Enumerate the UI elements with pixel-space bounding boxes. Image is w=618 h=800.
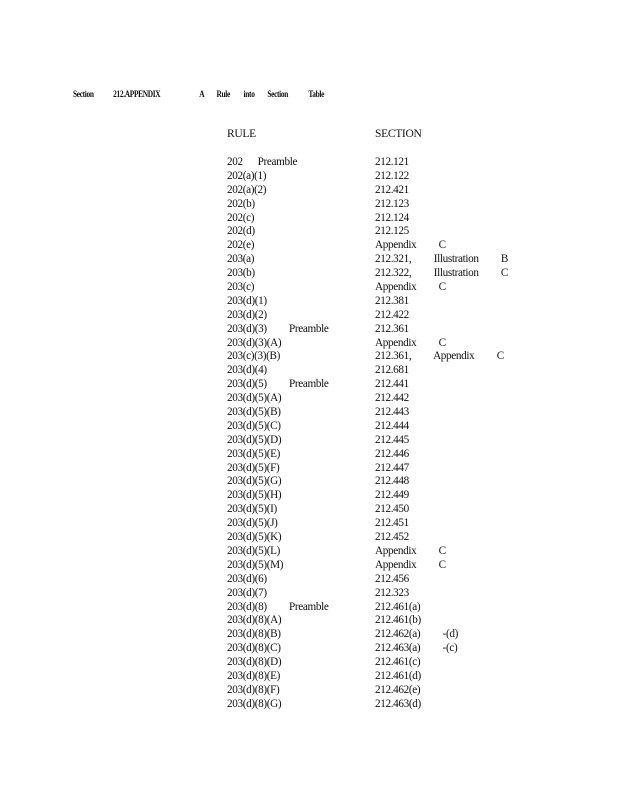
table-row [227, 295, 527, 309]
table-row [227, 184, 527, 198]
section-cell: 212.449 [375, 489, 409, 502]
rule-cell: 203(d)(8)(B) [227, 628, 281, 641]
section-cell: 212.463(a) -(c) [375, 642, 458, 655]
section-cell: 212.462(e) [375, 683, 421, 696]
section-cell: 212.381 [375, 294, 409, 307]
rule-cell: 203(d)(5)(B) [227, 406, 281, 419]
table-row [227, 392, 527, 406]
rule-cell: 203(d)(3) Preamble [227, 322, 329, 335]
rule-cell: 203(d)(5)(M) [227, 558, 284, 571]
table-row [227, 378, 527, 392]
rule-cell: 203(a) [227, 253, 255, 266]
rule-cell: 203(d)(5)(J) [227, 517, 278, 530]
section-cell: 212.463(d) [375, 697, 421, 710]
rule-cell: 203(d)(6) [227, 572, 267, 585]
section-cell: 212.422 [375, 308, 409, 321]
table-row [227, 462, 527, 476]
rule-cell: 203(d)(5)(C) [227, 419, 281, 432]
section-cell: 212.461(a) [375, 600, 421, 613]
rule-cell: 203(d)(8) Preamble [227, 600, 329, 613]
section-cell: 212.361 [375, 322, 409, 335]
section-cell: 212.323 [375, 586, 409, 599]
rule-cell: 203(d)(5)(K) [227, 531, 282, 544]
table-row [227, 517, 527, 531]
table-row [227, 420, 527, 434]
section-cell: 212.122 [375, 169, 409, 182]
section-cell: Appendix C [375, 544, 446, 557]
table-row [227, 239, 527, 253]
table-row [227, 364, 527, 378]
table-row [227, 684, 527, 698]
section-cell: 212.124 [375, 211, 409, 224]
table-row [227, 225, 527, 239]
table-row [227, 489, 527, 503]
rule-cell: 203(d)(2) [227, 308, 267, 321]
section-cell: 212.443 [375, 406, 409, 419]
section-cell: Appendix C [375, 239, 446, 252]
table-row [227, 281, 527, 295]
section-cell: 212.450 [375, 503, 409, 516]
rule-cell: 203(d)(8)(F) [227, 683, 280, 696]
section-cell: 212.445 [375, 433, 409, 446]
rule-cell: 203(d)(8)(D) [227, 656, 282, 669]
section-cell: 212.321, Illustration B [375, 253, 509, 266]
section-cell: 212.461(b) [375, 614, 421, 627]
rule-cell: 203(d)(4) [227, 364, 267, 377]
table-row [227, 253, 527, 267]
rule-section-table [227, 156, 527, 712]
rule-cell: 202(a)(1) [227, 169, 267, 182]
table-row [227, 406, 527, 420]
section-cell: 212.125 [375, 225, 409, 238]
section-cell: 212.322, Illustration C [375, 267, 509, 280]
section-cell: 212.446 [375, 447, 409, 460]
section-cell: 212.461(c) [375, 656, 421, 669]
header-section-label: Section [73, 89, 94, 99]
section-cell: 212.681 [375, 364, 409, 377]
section-cell: 212.461(d) [375, 669, 421, 682]
rule-cell: 203(c)(3)(B) [227, 350, 280, 363]
table-row [227, 698, 527, 712]
table-row [227, 267, 527, 281]
section-cell: 212.123 [375, 197, 409, 210]
rule-cell: 203(d)(5)(D) [227, 433, 282, 446]
page-header [73, 89, 325, 101]
table-row [227, 309, 527, 323]
section-cell: 212.447 [375, 461, 409, 474]
section-cell: 212.462(a) -(d) [375, 628, 458, 641]
header-letter: A [199, 89, 205, 99]
rule-cell: 203(d)(8)(A) [227, 614, 282, 627]
rule-cell: 202(c) [227, 211, 255, 224]
table-row [227, 337, 527, 351]
rule-cell: 202(e) [227, 239, 255, 252]
header-word-rule: Rule [216, 89, 230, 99]
rule-cell: 202(a)(2) [227, 183, 267, 196]
table-row [227, 670, 527, 684]
rule-cell: 203(c) [227, 281, 255, 294]
table-row [227, 614, 527, 628]
section-column-heading: SECTION [375, 128, 422, 140]
section-cell: 212.452 [375, 531, 409, 544]
table-row [227, 198, 527, 212]
rule-cell: 203(d)(5)(L) [227, 544, 280, 557]
table-row [227, 531, 527, 545]
table-row [227, 573, 527, 587]
rule-cell: 202(b) [227, 197, 255, 210]
section-cell: Appendix C [375, 336, 446, 349]
table-row [227, 587, 527, 601]
table-row [227, 503, 527, 517]
rule-cell: 203(d)(5)(E) [227, 447, 280, 460]
section-cell: Appendix C [375, 281, 446, 294]
rule-cell: 202 Preamble [227, 156, 298, 168]
section-cell: 212.444 [375, 419, 409, 432]
rule-cell: 203(d)(7) [227, 586, 267, 599]
rule-cell: 203(d)(5)(F) [227, 461, 280, 474]
section-cell: 212.361, Appendix C [375, 350, 504, 363]
table-row [227, 448, 527, 462]
header-word-table: Table [308, 89, 325, 99]
header-word-into: into [243, 89, 255, 99]
table-row [227, 656, 527, 670]
rule-cell: 203(d)(3)(A) [227, 336, 282, 349]
header-word-section: Section [267, 89, 289, 99]
table-row [227, 156, 527, 170]
rule-cell: 203(b) [227, 267, 255, 280]
rule-cell: 203(d)(5)(A) [227, 392, 282, 405]
rule-cell: 203(d)(8)(E) [227, 669, 280, 682]
table-row [227, 642, 527, 656]
rule-cell: 203(d)(5)(H) [227, 489, 282, 502]
section-cell: Appendix C [375, 558, 446, 571]
table-row [227, 434, 527, 448]
section-cell: 212.448 [375, 475, 409, 488]
table-row [227, 323, 527, 337]
section-cell: 212.456 [375, 572, 409, 585]
table-row [227, 545, 527, 559]
rule-cell: 202(d) [227, 225, 255, 238]
table-row [227, 212, 527, 226]
header-section-number: 212.APPENDIX [113, 89, 161, 99]
table-row [227, 170, 527, 184]
rule-cell: 203(d)(5)(I) [227, 503, 277, 516]
rule-column-heading: RULE [227, 128, 256, 140]
table-row [227, 475, 527, 489]
section-cell: 212.442 [375, 392, 409, 405]
section-cell: 212.441 [375, 378, 409, 391]
section-cell: 212.451 [375, 517, 409, 530]
section-cell: 212.421 [375, 183, 409, 196]
table-row [227, 350, 527, 364]
table-row [227, 601, 527, 615]
table-row [227, 628, 527, 642]
rule-cell: 203(d)(1) [227, 294, 267, 307]
section-cell: 212.121 [375, 156, 409, 168]
rule-cell: 203(d)(8)(G) [227, 697, 282, 710]
rule-cell: 203(d)(5)(G) [227, 475, 282, 488]
table-row [227, 559, 527, 573]
rule-cell: 203(d)(8)(C) [227, 642, 281, 655]
rule-cell: 203(d)(5) Preamble [227, 378, 329, 391]
